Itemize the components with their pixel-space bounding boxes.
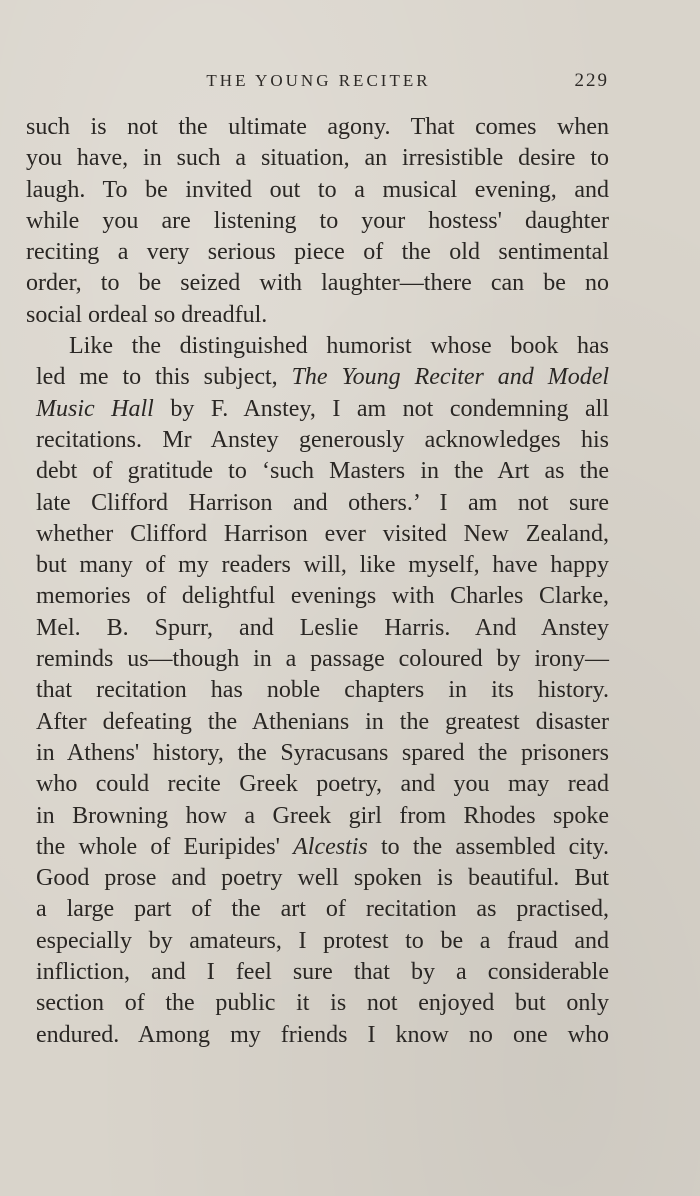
text-fragment: led me to this subject,	[36, 364, 292, 391]
running-title: THE YOUNG RECITER	[206, 71, 431, 90]
text-line	[36, 362, 609, 393]
text-line: in Athens' history, the Syracusans spared the prisoners	[36, 739, 609, 766]
text-line: that recitation has noble chapters in its history.	[36, 677, 609, 704]
text-line: late Clifford Harrison and others.’ I am not sure	[36, 489, 609, 516]
body-text	[26, 112, 609, 1051]
text-line: laugh. To be invited out to a musical evening, and	[26, 176, 609, 203]
text-line: you have, in such a situation, an irresistible desire to	[26, 145, 609, 172]
text-line: recitations. Mr Anstey generously acknowledges his	[36, 426, 609, 453]
text-line: especially by amateurs, I protest to be a fraud and	[36, 927, 609, 954]
text-line: debt of gratitude to ‘such Masters in the Art as the	[36, 458, 609, 485]
book-title-italic: Music Hall	[36, 395, 154, 422]
text-line: Mel. B. Spurr, and Leslie Harris. And Anstey	[36, 614, 609, 641]
text-line: memories of delightful evenings with Charles Clarke,	[36, 583, 609, 610]
text-line: such is not the ultimate agony. That comes when	[26, 114, 609, 140]
text-line: in Browning how a Greek girl from Rhodes spoke	[36, 802, 609, 829]
text-line: who could recite Greek poetry, and you may read	[36, 771, 609, 798]
text-line	[36, 394, 609, 425]
text-line: Good prose and poetry well spoken is beautiful. But	[36, 865, 609, 892]
running-head	[28, 71, 609, 95]
text-line: whether Clifford Harrison ever visited New Zealand,	[36, 520, 609, 547]
text-line: order, to be seized with laughter—there can be no	[26, 270, 609, 297]
paragraph-2	[36, 331, 609, 1051]
text-line: reminds us—though in a passage coloured by irony—	[36, 646, 609, 673]
text-line: infliction, and I feel sure that by a considerable	[36, 959, 609, 986]
text-line: endured. Among my friends I know no one who	[36, 1021, 609, 1048]
text-fragment: to the assembled city.	[367, 833, 609, 860]
page-number: 229	[574, 70, 609, 91]
text-line: social ordeal so dreadful.	[26, 301, 268, 328]
text-line: section of the public it is not enjoyed but only	[36, 990, 609, 1017]
text-line	[36, 832, 609, 863]
text-line: while you are listening to your hostess' daughter	[26, 207, 609, 234]
paragraph-1	[26, 112, 609, 331]
text-line: Like the distinguished humorist whose book has	[69, 333, 609, 360]
text-line: a large part of the art of recitation as practised,	[36, 896, 609, 923]
text-fragment: the whole of Euripides'	[36, 833, 294, 860]
book-title-italic: The Young Reciter and Model	[291, 364, 610, 391]
text-line: but many of my readers will, like myself, have happy	[36, 552, 609, 579]
text-line: reciting a very serious piece of the old sentimental	[26, 239, 609, 266]
text-line: After defeating the Athenians in the greatest disaster	[36, 708, 609, 735]
text-fragment: by F. Anstey, I am not condemning all	[153, 395, 609, 422]
work-title-italic: Alcestis	[293, 833, 368, 860]
